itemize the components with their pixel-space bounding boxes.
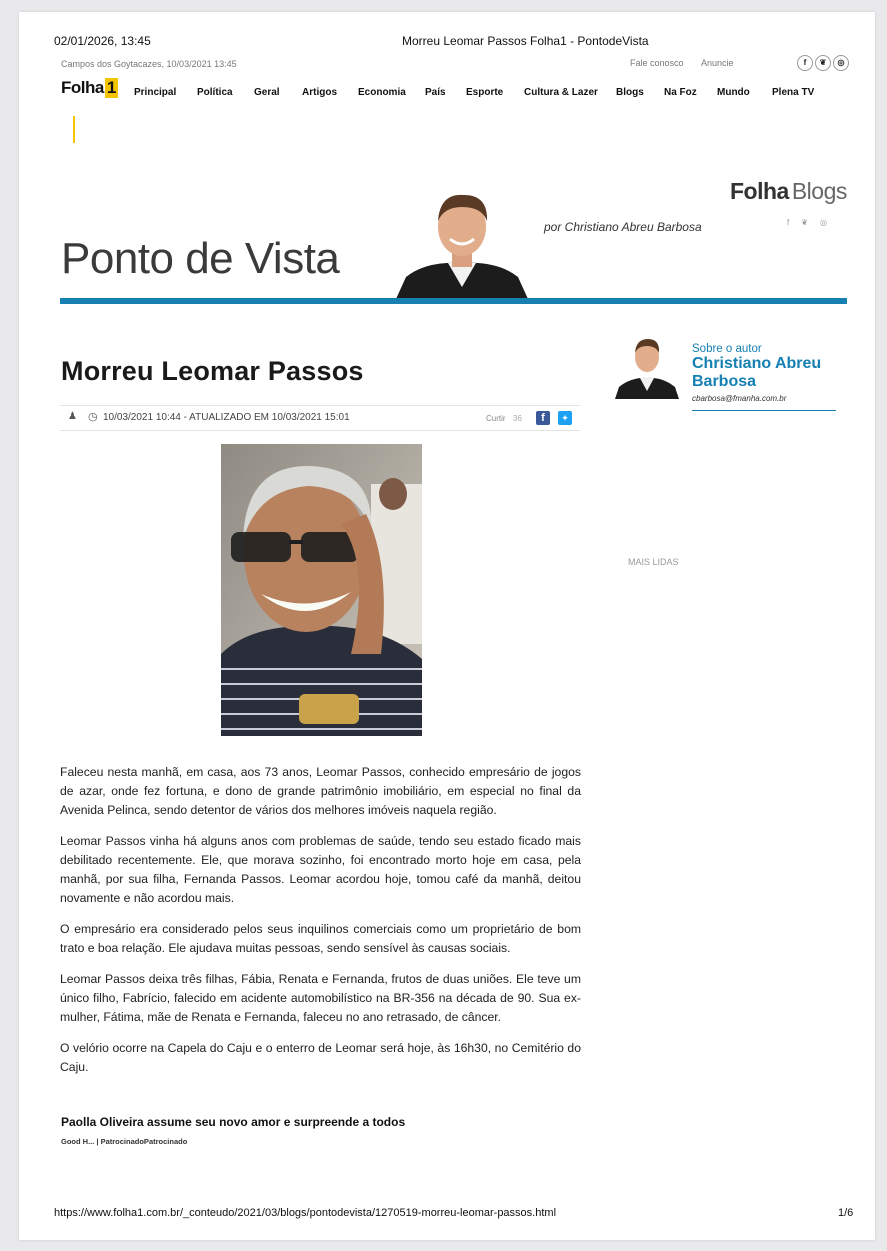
nav-geral[interactable]: Geral: [254, 87, 280, 98]
article-title: Morreu Leomar Passos: [61, 356, 364, 386]
nav-na-foz[interactable]: Na Foz: [664, 87, 697, 98]
contact-link[interactable]: Fale conosco: [630, 58, 684, 68]
author-underline: [692, 410, 836, 411]
author-email[interactable]: cbarbosa@fmanha.com.br: [692, 394, 787, 403]
blog-instagram-icon[interactable]: ◎: [819, 218, 839, 227]
article-body: [60, 763, 581, 1089]
author-portrait-svg: [396, 183, 528, 299]
print-doc-title: Morreu Leomar Passos Folha1 - PontodeVista: [402, 34, 649, 48]
nav-artigos[interactable]: Artigos: [302, 87, 337, 98]
clock-icon: ◷: [88, 411, 98, 423]
sidebar-avatar-svg: [615, 327, 679, 399]
article-datetime: 10/03/2021 10:44 - ATUALIZADO EM 10/03/2021 15:01: [103, 412, 350, 423]
blog-twitter-icon[interactable]: ❦: [801, 218, 820, 227]
article-photo: [221, 444, 422, 736]
nav-politica[interactable]: Política: [197, 87, 233, 98]
share-twitter-icon[interactable]: ✦: [558, 411, 572, 425]
nav-plena-tv[interactable]: Plena TV: [772, 87, 815, 98]
folha1-logo[interactable]: [61, 78, 118, 100]
advertise-link[interactable]: Anuncie: [701, 58, 734, 68]
facebook-icon[interactable]: f: [797, 55, 813, 71]
header-rule: [60, 298, 847, 304]
twitter-icon[interactable]: ❦: [815, 55, 831, 71]
nav-economia[interactable]: Economia: [358, 87, 406, 98]
print-datetime: 02/01/2026, 13:45: [54, 34, 151, 48]
blog-social: [787, 218, 839, 227]
user-icon: ♟: [68, 411, 77, 422]
share-facebook-icon[interactable]: f: [536, 411, 550, 425]
article-paragraph: O velório ocorre na Capela do Caju e o enterro de Leomar será hoje, às 16h30, no Cemitério do Caju.: [60, 1041, 581, 1074]
logo-text: Folha: [61, 78, 104, 97]
sponsored-headline[interactable]: Paolla Oliveira assume seu novo amor e surpreende a todos: [61, 1115, 406, 1129]
author-portrait: [396, 183, 528, 299]
author-name-line1: Christiano Abreu: [692, 355, 822, 372]
logo-number: 1: [106, 78, 117, 97]
blog-name[interactable]: Ponto de Vista: [61, 234, 340, 283]
sponsored-source: Good H... | PatrocinadoPatrocinado: [61, 1137, 188, 1146]
nav-mundo[interactable]: Mundo: [717, 87, 750, 98]
blog-facebook-icon[interactable]: f: [787, 218, 802, 227]
most-read-heading: MAIS LIDAS: [628, 557, 679, 567]
article-paragraph: O empresário era considerado pelos seus inquilinos comerciais como um proprietário de bom trato e boa relação. Ele ajudava muitas pessoas, sendo sensível às causas sociais.: [60, 922, 581, 955]
folha-blogs-brand[interactable]: [730, 178, 847, 205]
yellow-marker: [73, 116, 75, 143]
like-label[interactable]: Curtir: [486, 414, 506, 423]
brand-light: Blogs: [791, 178, 847, 204]
about-author-label: Sobre o autor: [692, 343, 762, 355]
instagram-icon[interactable]: ◎: [833, 55, 849, 71]
nav-blogs[interactable]: Blogs: [616, 87, 644, 98]
location-date: Campos dos Goytacazes, 10/03/2021 13:45: [61, 59, 237, 69]
author-name-line2: Barbosa: [692, 373, 757, 390]
print-url: https://www.folha1.com.br/_conteudo/2021/03/blogs/pontodevista/1270519-morreu-leomar-passos.html: [54, 1207, 557, 1219]
sidebar-author-avatar: [615, 327, 679, 399]
nav-principal[interactable]: Principal: [134, 87, 177, 98]
nav-cultura-lazer[interactable]: Cultura & Lazer: [524, 87, 598, 98]
article-photo-svg: [221, 444, 422, 736]
article-meta-bar: [60, 405, 580, 431]
print-page-number: 1/6: [838, 1207, 854, 1219]
like-count: 36: [513, 414, 522, 423]
nav-pais[interactable]: País: [425, 87, 446, 98]
author-name-link[interactable]: [692, 355, 821, 391]
blog-byline: por Christiano Abreu Barbosa: [544, 220, 702, 234]
article-paragraph: Leomar Passos vinha há alguns anos com problemas de saúde, tendo seu estado ficado mais debilitado recentemente. Ele, que morava sozinho, foi encontrado morto hoje em casa, pela manhã, por sua filha, Fernanda Passos. Leomar acordou hoje, tomou café da manhã, deitou novamente e não acordou mais.: [60, 834, 581, 905]
article-paragraph: Leomar Passos deixa três filhas, Fábia, Renata e Fernanda, frutos de duas uniões. Ele teve um único filho, Fabrício, falecido em acidente automobilístico na BR-356 na década de 90. Sua ex-mulher, Fátima, mãe de Renata e Fernanda, faleceu no ano retrasado, de câncer.: [60, 972, 581, 1024]
brand-bold: Folha: [730, 178, 789, 204]
nav-esporte[interactable]: Esporte: [466, 87, 504, 98]
article-paragraph: Faleceu nesta manhã, em casa, aos 73 anos, Leomar Passos, conhecido empresário de jogos de azar, onde fez fortuna, e dono de grande patrimônio imobiliário, em especial no final da Avenida Pelinca, sendo detentor de vários dos melhores imóveis naquela região.: [60, 765, 581, 817]
